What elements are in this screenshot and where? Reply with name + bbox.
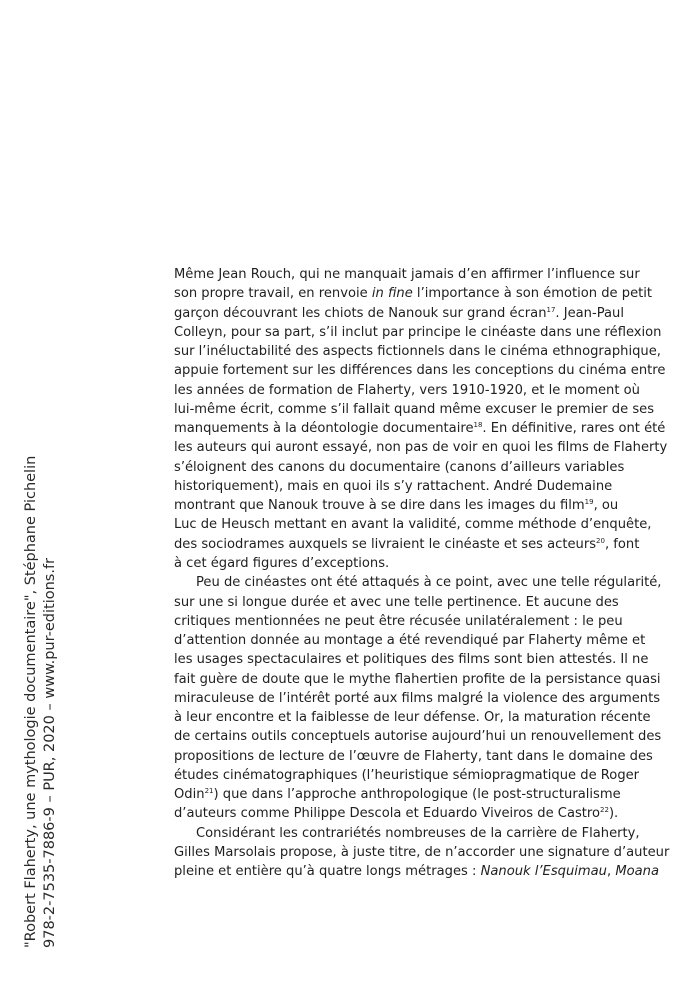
text-line xyxy=(174,650,649,669)
sidebar-citation xyxy=(22,456,78,948)
text-run: garçon découvrant les chiots de Nanouk sur grand écran xyxy=(174,305,547,321)
text-run: d’attention donnée au montage a été revendiqué par Flaherty même et xyxy=(174,633,646,649)
text-line xyxy=(174,381,640,400)
text-run: ). xyxy=(608,806,619,822)
text-run: critiques mentionnées ne peut être récusée unilatéralement : le peu xyxy=(174,613,623,629)
body-text xyxy=(174,265,670,882)
citation-isbn-line: 978-2-7535-7886-9 – PUR, 2020 – www.pur-editions.fr xyxy=(42,557,58,948)
text-line xyxy=(174,747,653,766)
footnote-ref: 20 xyxy=(596,536,605,545)
text-line xyxy=(174,843,670,862)
text-line xyxy=(174,824,640,843)
text-line xyxy=(174,342,661,361)
text-run: Luc de Heusch mettant en avant la validité, comme méthode d’enquête, xyxy=(174,517,652,533)
text-line xyxy=(174,785,632,804)
text-line xyxy=(174,361,666,380)
text-run: études cinématographiques (l’heuristique sémiopragmatique de Roger xyxy=(174,767,640,783)
text-line xyxy=(174,496,632,515)
text-line xyxy=(174,419,666,438)
text-line xyxy=(174,458,632,477)
text-line xyxy=(174,766,640,785)
paragraph xyxy=(174,824,670,882)
text-line xyxy=(174,438,668,457)
text-run: manquements à la déontologie documentaire xyxy=(174,421,474,437)
text-run: , ou xyxy=(593,498,619,514)
text-run: son propre travail, en renvoie xyxy=(174,286,372,302)
text-line xyxy=(174,670,661,689)
text-run: sur une si longue durée et avec une telle pertinence. Et aucune des xyxy=(174,594,619,610)
text-run: l’importance à son émotion de petit xyxy=(412,286,653,302)
paragraph xyxy=(174,573,662,823)
text-run: appuie fortement sur les différences dans les conceptions du cinéma entre xyxy=(174,363,666,379)
text-run: Gilles Marsolais propose, à juste titre, de n’accorder une signature d’auteur xyxy=(174,844,670,860)
text-run: des sociodrames auxquels se livraient le cinéaste et ses acteurs xyxy=(174,536,597,552)
text-run: d’auteurs comme Philippe Descola et Eduardo Viveiros de Castro xyxy=(174,806,601,822)
text-run: historiquement), mais en quoi ils s’y rattachent. André Dudemaine xyxy=(174,478,613,494)
text-line xyxy=(174,323,662,342)
text-line xyxy=(174,727,662,746)
text-run: Considérant les contrariétés nombreuses de la carrière de Flaherty, xyxy=(196,825,640,841)
text-line xyxy=(174,284,653,303)
text-run: sur l’inéluctabilité des aspects fictionnels dans le cinéma ethnographique, xyxy=(174,344,661,360)
text-run: , font xyxy=(604,536,640,552)
text-run: montrant que Nanouk trouve à se dire dans les images du film xyxy=(174,498,585,514)
text-run: Odin xyxy=(174,787,205,803)
text-line xyxy=(174,554,632,573)
text-run: à leur encontre et la faiblesse de leur défense. Or, la maturation récente xyxy=(174,710,651,726)
text-line xyxy=(174,862,659,881)
text-line xyxy=(174,265,640,284)
italic-text: in fine xyxy=(371,286,413,302)
text-run: à cet égard figures d’exceptions. xyxy=(174,555,390,571)
text-run: , xyxy=(606,864,616,880)
text-run: . Jean-Paul xyxy=(555,305,624,321)
text-line xyxy=(174,400,655,419)
text-line xyxy=(174,477,632,496)
text-run: fait guère de doute que le mythe flahertien profite de la persistance quasi xyxy=(174,671,661,687)
text-run: les usages spectaculaires et politiques des films sont bien attestés. Il ne xyxy=(174,652,649,668)
text-run: . En définitive, rares ont été xyxy=(482,421,666,437)
text-run: Même Jean Rouch, qui ne manquait jamais d’en affirmer l’influence sur xyxy=(174,267,640,282)
text-run: propositions de lecture de l’œuvre de Flaherty, tant dans le domaine des xyxy=(174,748,653,764)
footnote-ref: 22 xyxy=(600,806,609,815)
text-run: les auteurs qui auront essayé, non pas de voir en quoi les films de Flaherty xyxy=(174,440,668,456)
text-run: lui-même écrit, comme s’il fallait quand même excuser le premier de ses xyxy=(174,401,655,417)
text-line xyxy=(174,515,652,534)
footnote-ref: 19 xyxy=(584,498,594,507)
text-run: Peu de cinéastes ont été attaqués à ce point, avec une telle régularité, xyxy=(196,575,662,591)
text-run: pleine et entière qu’à quatre longs métrages : xyxy=(174,864,481,880)
italic-text: Moana xyxy=(615,864,659,880)
text-run: s’éloignent des canons du documentaire (canons d’ailleurs variables xyxy=(174,459,625,475)
text-run: miraculeuse de l’intérêt porté aux films malgré la violence des arguments xyxy=(174,690,661,706)
text-run: Colleyn, pour sa part, s’il inclut par principe le cinéaste dans une réflexion xyxy=(174,324,662,340)
text-line xyxy=(174,804,632,823)
footnote-ref: 17 xyxy=(546,305,556,314)
paragraph xyxy=(174,265,668,573)
text-line xyxy=(174,593,632,612)
citation-title-line: "Robert Flaherty, une mythologie documentaire", Stéphane Pichelin xyxy=(23,455,39,948)
footnote-ref: 18 xyxy=(473,421,483,430)
text-run: les années de formation de Flaherty, vers 1910-1920, et le moment où xyxy=(174,382,640,398)
text-run: ) que dans l’approche anthropologique (le post-structuralisme xyxy=(213,787,621,803)
text-line xyxy=(174,612,632,631)
footnote-ref: 21 xyxy=(204,787,214,796)
text-line xyxy=(174,689,661,708)
italic-text: Nanouk l’Esquimau xyxy=(480,864,607,880)
text-line xyxy=(174,535,640,554)
text-line xyxy=(174,631,646,650)
text-line xyxy=(174,708,651,727)
text-run: de certains outils conceptuels autorise aujourd’hui un renouvellement des xyxy=(174,729,662,745)
text-line xyxy=(174,573,662,592)
text-line xyxy=(174,304,632,323)
